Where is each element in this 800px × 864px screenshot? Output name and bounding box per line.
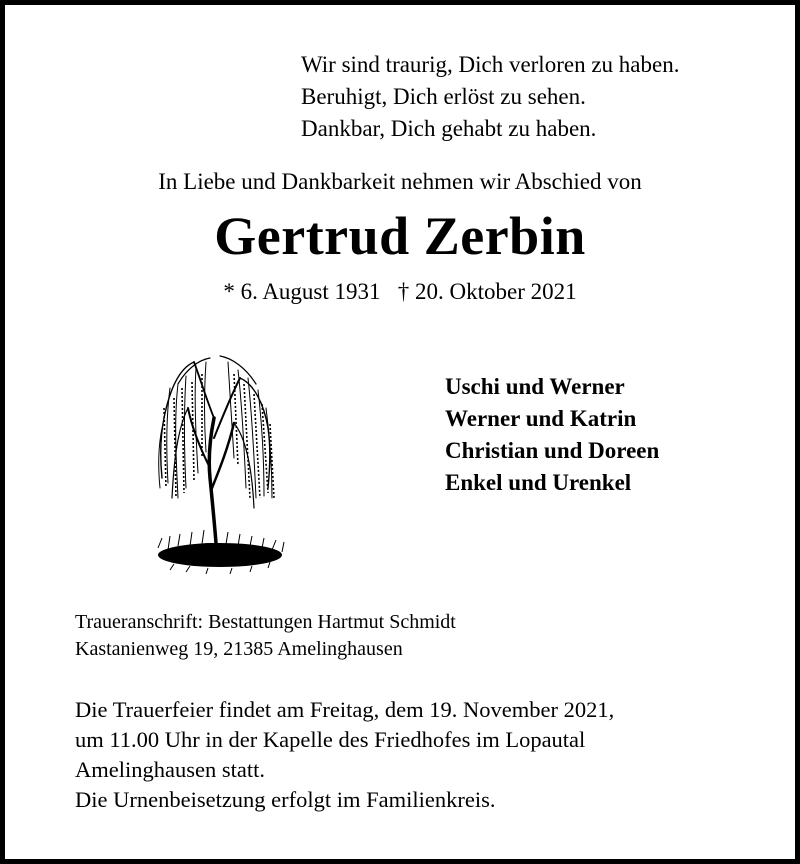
intro-text: In Liebe und Dankbarkeit nehmen wir Abschied von [158,169,642,194]
poem-line: Wir sind traurig, Dich verloren zu haben. [301,52,680,77]
service-info [75,695,614,815]
address-line: Kastanienweg 19, 21385 Amelinghausen [75,638,403,660]
life-dates [5,279,795,305]
mourners-list [445,371,659,499]
mourner-line: Uschi und Werner [445,374,625,399]
death-date: † 20. Oktober 2021 [397,279,577,304]
address-line: Traueranschrift: Bestattungen Hartmut Schmidt [75,611,456,633]
weeping-willow-icon [150,348,290,593]
poem-line: Beruhigt, Dich erlöst zu sehen. [301,84,586,109]
mourner-line: Christian und Doreen [445,438,660,463]
mourner-line: Enkel und Urenkel [445,470,632,495]
poem-line: Dankbar, Dich gehabt zu haben. [301,116,597,141]
mourning-address [75,609,456,663]
service-line: Die Trauerfeier findet am Freitag, dem 19. November 2021, [75,697,615,722]
service-line: um 11.00 Uhr in der Kapelle des Friedhofes im Lopautal [75,727,586,752]
service-line: Amelinghausen statt. [75,757,265,782]
mourner-line: Werner und Katrin [445,406,637,431]
poem [301,49,679,145]
deceased-name: Gertrud Zerbin [214,206,586,266]
birth-date: * 6. August 1931 [223,279,381,304]
service-line: Die Urnenbeisetzung erfolgt im Familienkreis. [75,787,496,812]
